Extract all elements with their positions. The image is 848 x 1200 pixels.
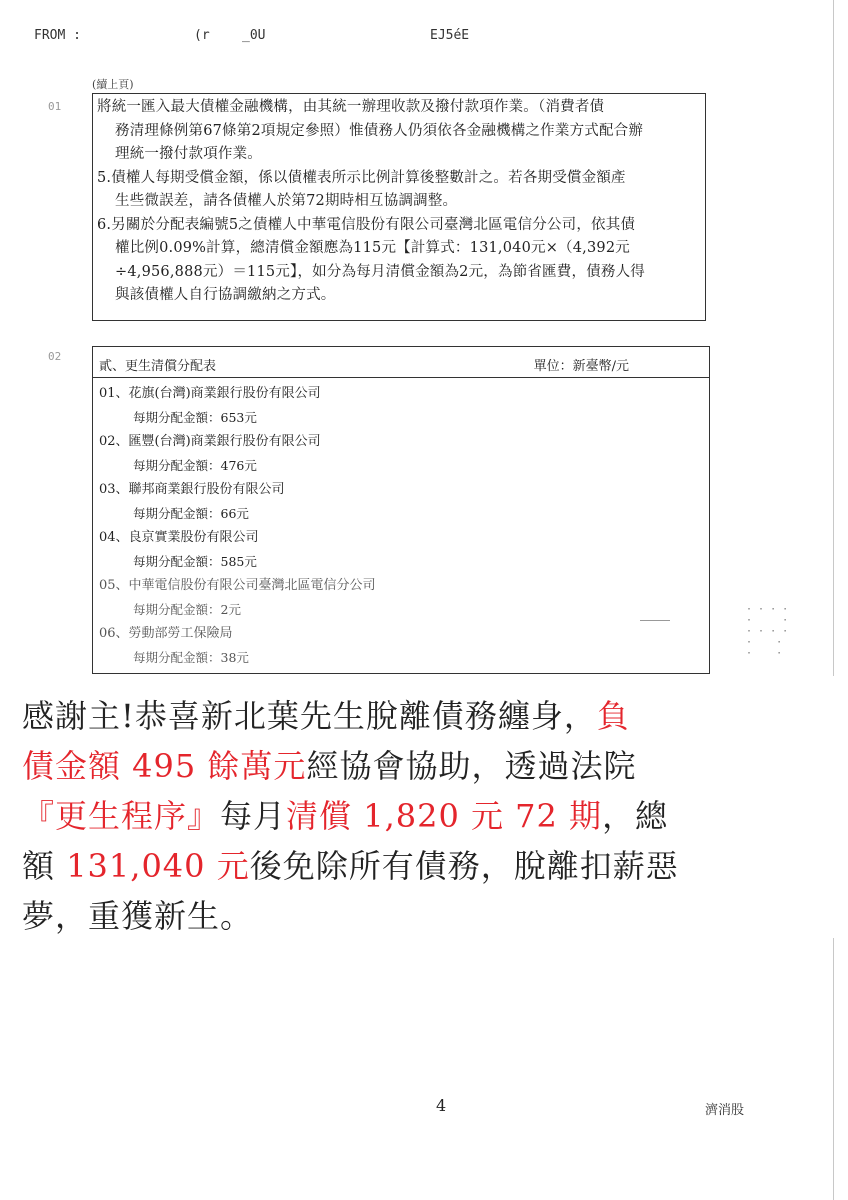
announcement-text: ，總 [602, 797, 669, 835]
row-number-01: 01 [48, 100, 62, 113]
creditor-amount: 每期分配金額：38元 [133, 650, 249, 665]
fax-from-label: FROM : [34, 28, 81, 43]
announcement-text: 每月 [220, 797, 287, 835]
distribution-table-header [93, 347, 709, 378]
continued-label: (續上頁) [92, 78, 134, 91]
creditor-name: 01、花旗(台灣)商業銀行股份有限公司 [99, 386, 321, 401]
creditor-name: 02、匯豐(台灣)商業銀行股份有限公司 [99, 434, 321, 449]
distribution-table-title: 貳、更生清償分配表 [99, 359, 217, 374]
fax-field-a: (r [194, 28, 210, 43]
terms-line: 權比例0.09%計算，總清償金額應為115元【計算式：131,040元×（4,392元 [115, 240, 630, 256]
terms-line: 務清理條例第67條第2項規定參照）惟債務人仍須依各金融機構之作業方式配合辦 [115, 122, 644, 139]
announcement-line-5 [22, 896, 253, 936]
creditor-name: 05、中華電信股份有限公司臺灣北區電信分公司 [99, 578, 376, 593]
announcement-highlight: 131,040 元 [66, 847, 250, 885]
announcement-highlight: 債金額 495 餘萬元 [22, 747, 307, 785]
scan-mark [640, 620, 670, 621]
announcement-highlight: 負 [596, 697, 630, 735]
creditor-name: 03、聯邦商業銀行股份有限公司 [99, 482, 285, 497]
creditor-entry [93, 622, 709, 670]
announcement-text: 夢，重獲新生。 [22, 897, 254, 935]
announcement-banner [0, 676, 848, 938]
footer-stamp: 濟消股 [705, 1103, 745, 1118]
distribution-table [92, 346, 710, 674]
terms-line: 5.債權人每期受償金額，係以債權表所示比例計算後整數計之。若各期受償金額產 [97, 169, 626, 186]
terms-line: 生些微誤差，請各債權人於第72期時相互協調調整。 [115, 193, 458, 209]
creditor-entry [93, 526, 709, 574]
row-number-02: 02 [48, 350, 62, 363]
terms-line: 與該債權人自行協調繳納之方式。 [115, 287, 336, 303]
creditor-entry [93, 574, 709, 622]
fax-field-c: EJ5éE [430, 28, 470, 43]
distribution-table-unit: 單位：新臺幣/元 [533, 359, 629, 374]
page-edge-rule [833, 0, 834, 1200]
terms-line: ÷4,956,888元）＝115元】，如分為每月清償金額為2元，為節省匯費，債務人得 [115, 263, 645, 280]
creditor-name: 06、勞動部勞工保險局 [99, 626, 233, 641]
announcement-line-1 [22, 696, 630, 736]
creditor-entry [93, 478, 709, 526]
announcement-highlight: 『更生程序』 [22, 797, 221, 835]
creditor-amount: 每期分配金額：476元 [133, 458, 257, 473]
creditor-name: 04、良京實業股份有限公司 [99, 530, 259, 545]
announcement-line-4 [22, 846, 679, 886]
scan-artifact: · · · · · · · · · · · · · · [746, 604, 789, 659]
announcement-text: 感謝主!恭喜新北葉先生脫離債務纏身， [22, 697, 597, 735]
announcement-line-2 [22, 746, 636, 786]
announcement-text: 額 [22, 847, 67, 885]
creditor-entry [93, 430, 709, 478]
creditor-amount: 每期分配金額：585元 [133, 554, 257, 569]
terms-line: 將統一匯入最大債權金融機構，由其統一辦理收款及撥付款項作業。（消費者債 [97, 99, 605, 115]
fax-header [34, 28, 794, 48]
announcement-highlight: 清償 1,820 元 72 期 [286, 797, 603, 835]
creditor-entry [93, 382, 709, 430]
fax-field-b: _0U [242, 28, 266, 43]
terms-line: 理統一撥付款項作業。 [115, 146, 262, 162]
terms-line: 6.另關於分配表編號5之債權人中華電信股份有限公司臺灣北區電信分公司，依其債 [97, 216, 636, 233]
creditor-amount: 每期分配金額：66元 [133, 506, 249, 521]
announcement-line-3 [22, 796, 668, 836]
page-number: 4 [436, 1096, 447, 1115]
creditor-amount: 每期分配金額：2元 [133, 602, 241, 617]
terms-box [92, 93, 706, 321]
announcement-text: 後免除所有債務，脫離扣薪惡 [249, 847, 679, 885]
announcement-text: 經協會協助，透過法院 [306, 747, 637, 785]
creditor-amount: 每期分配金額：653元 [133, 410, 257, 425]
